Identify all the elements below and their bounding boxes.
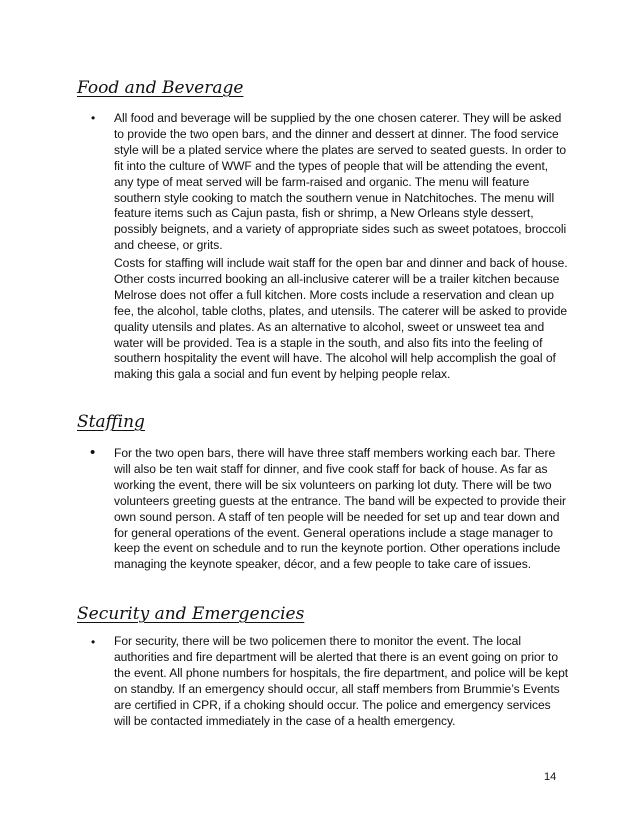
paragraph: For security, there will be two policemen there to monitor the event. The local authorities and fire department will be alerted that there is an event going on prior to the event. All phone numbers for hospitals, the fire department, and police will be kept on standby. If an emergency should occur, all staff members from Brummie’s Events are certified in CPR, if a choking should occur. The police and emergency services will be contacted immediately in the case of a health emergency. bbox=[114, 634, 569, 728]
page-number: 14 bbox=[544, 771, 557, 783]
section-heading: Security and Emergencies bbox=[77, 604, 305, 624]
section-heading: Staffing bbox=[77, 412, 145, 432]
paragraph: All food and beverage will be supplied by the one chosen caterer. They will be asked to provide the two open bars, and the dinner and dessert at dinner. The food service style will be a plated service where the plates are served to seated guests. In order to fit into the culture of WWF and the types of people that will be attending the event, any type of meat served will be farm-raised and organic. The menu will feature southern style cooking to match the southern venue in Natchitoches. The menu will feature items such as Cajun pasta, fish or shrimp, a New Orleans style dessert, possibly beignets, and a variety of appropriate sides such as sweet potatoes, broccoli and cheese, or grits. bbox=[114, 111, 567, 253]
paragraph: For the two open bars, there will have three staff members working each bar. There will also be ten wait staff for dinner, and five cook staff for back of house. As far as working the event, there will be six volunteers on parking lot duty. There will be two volunteers greeting guests at the entrance. The band will be expected to provide their own sound person. A staff of ten people will be needed for set up and tear down and for general operations of the event. General operations include a stage manager to keep the event on schedule and to run the keynote portion. Other operations include managing the keynote speaker, décor, and a few people to take care of issues. bbox=[114, 446, 566, 572]
bullet-marker: • bbox=[91, 111, 96, 125]
paragraph: Costs for staffing will include wait staff for the open bar and dinner and back of house. Other costs incurred booking an all-inclusive caterer will be a trailer kitchen because Melrose does not offer a full kitchen. More costs include a reservation and clean up fee, the alcohol, table cloths, plates, and utensils. The caterer will be asked to provide quality utensils and plates. As an alternative to alcohol, sweet or unsweet tea and water will be provided. Tea is a staple in the south, and also fits into the feeling of southern hospitality the event will have. The alcohol will help accomplish the goal of making this gala a social and fun event by helping people relax. bbox=[114, 256, 568, 382]
bullet-marker: • bbox=[91, 635, 96, 649]
section-heading: Food and Beverage bbox=[77, 78, 244, 98]
bullet-marker: • bbox=[90, 444, 96, 461]
